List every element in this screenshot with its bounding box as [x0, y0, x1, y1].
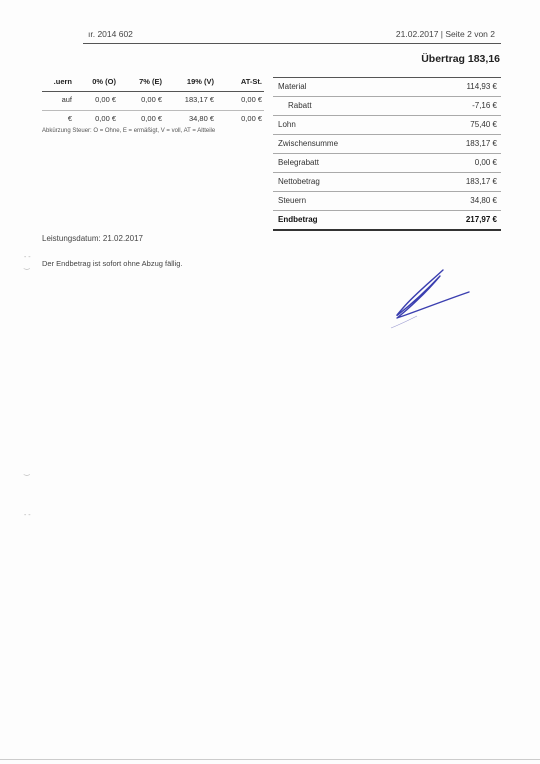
payment-note: Der Endbetrag ist sofort ohne Abzug fällig. [42, 259, 183, 268]
totals-value: 75,40 € [470, 120, 497, 129]
totals-value: 0,00 € [474, 158, 497, 167]
totals-row-steuern [273, 192, 501, 211]
service-date: Leistungsdatum: 21.02.2017 [42, 234, 143, 243]
totals-label: Steuern [278, 196, 307, 205]
totals-row-zwischensumme [273, 135, 501, 154]
tax-cell: 0,00 € [241, 95, 262, 104]
totals-table [273, 77, 501, 231]
tax-cell: € [67, 114, 72, 123]
totals-row-lohn [273, 116, 501, 135]
tax-cell: 0,00 € [95, 95, 116, 104]
scan-edge-line [0, 759, 540, 760]
totals-row-material [273, 77, 501, 97]
totals-row-rabatt [273, 97, 501, 116]
totals-label: Zwischensumme [278, 139, 339, 148]
invoice-number: ır. 2014 602 [88, 29, 133, 39]
tax-cell: 0,00 € [241, 114, 262, 123]
totals-value: 217,97 € [465, 215, 497, 224]
totals-label: Lohn [278, 120, 296, 129]
totals-row-nettobetrag [273, 173, 501, 192]
date-page-info: 21.02.2017 | Seite 2 von 2 [395, 29, 495, 39]
tax-legend: Abkürzung Steuer: O = Ohne, E = ermäßigt, V = voll, AT = Altteile [42, 128, 216, 134]
tax-cell: 34,80 € [188, 114, 214, 123]
totals-row-endbetrag [273, 211, 501, 231]
totals-label: Material [278, 82, 307, 91]
totals-row-belegrabatt [273, 154, 501, 173]
totals-label: Nettobetrag [278, 177, 320, 186]
tax-table-header [42, 77, 264, 92]
totals-value: 34,80 € [470, 196, 497, 205]
totals-value: -7,16 € [472, 101, 497, 110]
tax-header-cell: AT-St. [240, 77, 262, 86]
scan-mark: ‿ [24, 263, 30, 270]
signature-image [385, 262, 475, 332]
table-row [42, 114, 264, 129]
totals-value: 114,93 € [466, 82, 497, 91]
scan-mark: ‿ [24, 469, 30, 476]
totals-value: 183,17 € [465, 139, 497, 148]
tax-cell: 0,00 € [141, 114, 162, 123]
header-divider [83, 43, 501, 44]
tax-header-cell: .uern [53, 77, 72, 86]
totals-label: Rabatt [288, 101, 312, 110]
tax-cell: 0,00 € [141, 95, 162, 104]
tax-table [42, 77, 264, 129]
tax-header-cell: 0% (O) [92, 77, 116, 86]
tax-header-cell: 7% (E) [139, 77, 162, 86]
tax-cell: auf [61, 95, 72, 104]
tax-header-cell: 19% (V) [186, 77, 214, 86]
scan-mark: - - [24, 512, 31, 519]
scan-mark: - - [24, 254, 31, 261]
totals-value: 183,17 € [465, 177, 497, 186]
tax-cell: 183,17 € [184, 95, 214, 104]
totals-label: Endbetrag [278, 215, 318, 224]
tax-cell: 0,00 € [95, 114, 116, 123]
totals-label: Belegrabatt [278, 158, 319, 167]
table-row [42, 95, 264, 111]
carry-over-amount: Übertrag 183,16 [421, 53, 500, 65]
